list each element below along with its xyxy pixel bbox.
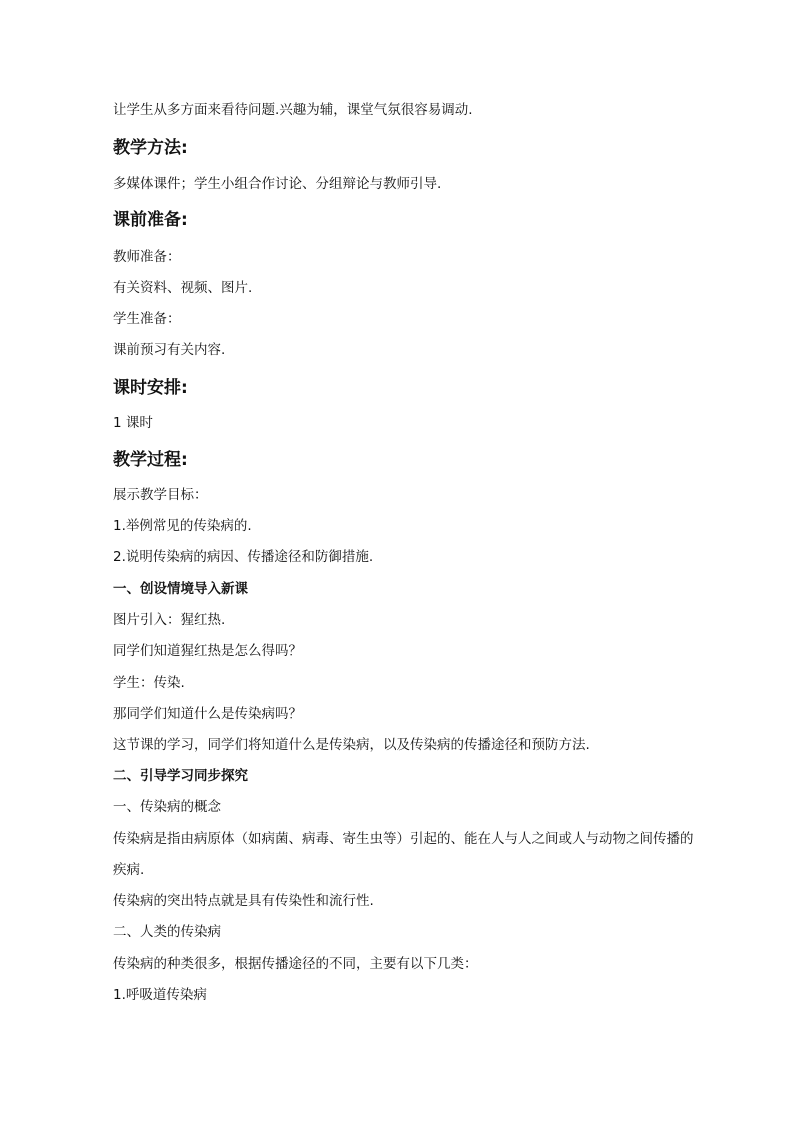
process-heading: 教学过程: — [113, 450, 188, 470]
s1-line-2: 同学们知道猩红热是怎么得吗？ — [113, 643, 302, 659]
methods-heading: 教学方法: — [113, 138, 188, 158]
section-1-title: 一、创设情境导入新课 — [113, 581, 248, 597]
concept-text-1: 传染病是指由病原体（如病菌、病毒、寄生虫等）引起的、能在人与人之间或人与动物之间传播的 — [113, 831, 694, 847]
student-prep-text: 课前预习有关内容. — [113, 342, 226, 358]
concept-title: 一、传染病的概念 — [113, 799, 221, 815]
s1-line-3: 学生：传染. — [113, 675, 185, 691]
concept-text-3: 传染病的突出特点就是具有传染性和流行性. — [113, 893, 374, 909]
concept-text-2: 疾病. — [113, 862, 145, 878]
preparation-heading: 课前准备: — [113, 210, 188, 230]
s1-line-4: 那同学们知道什么是传染病吗？ — [113, 706, 302, 722]
intro-line: 让学生从多方面来看待问题.兴趣为辅，课堂气氛很容易调动. — [113, 102, 473, 118]
teacher-prep-text: 有关资料、视频、图片. — [113, 280, 253, 296]
human-text: 传染病的种类很多，根据传播途径的不同，主要有以下几类： — [113, 956, 478, 972]
goal-1: 1.举例常见的传染病的. — [113, 518, 252, 534]
goals-label: 展示教学目标： — [113, 487, 208, 503]
student-prep-label: 学生准备： — [113, 311, 181, 327]
methods-text: 多媒体课件；学生小组合作讨论、分组辩论与教师引导. — [113, 176, 442, 192]
s1-line-5: 这节课的学习，同学们将知道什么是传染病，以及传染病的传播途径和预防方法. — [113, 737, 590, 753]
schedule-text: 1 课时 — [113, 415, 153, 431]
respiratory-title: 1.呼吸道传染病 — [113, 987, 207, 1003]
schedule-heading: 课时安排: — [113, 378, 188, 398]
s1-line-1: 图片引入：猩红热. — [113, 612, 226, 628]
teacher-prep-label: 教师准备： — [113, 249, 181, 265]
goal-2: 2.说明传染病的病因、传播途径和防御措施. — [113, 549, 374, 565]
human-title: 二、人类的传染病 — [113, 924, 221, 940]
section-2-title: 二、引导学习同步探究 — [113, 768, 248, 784]
